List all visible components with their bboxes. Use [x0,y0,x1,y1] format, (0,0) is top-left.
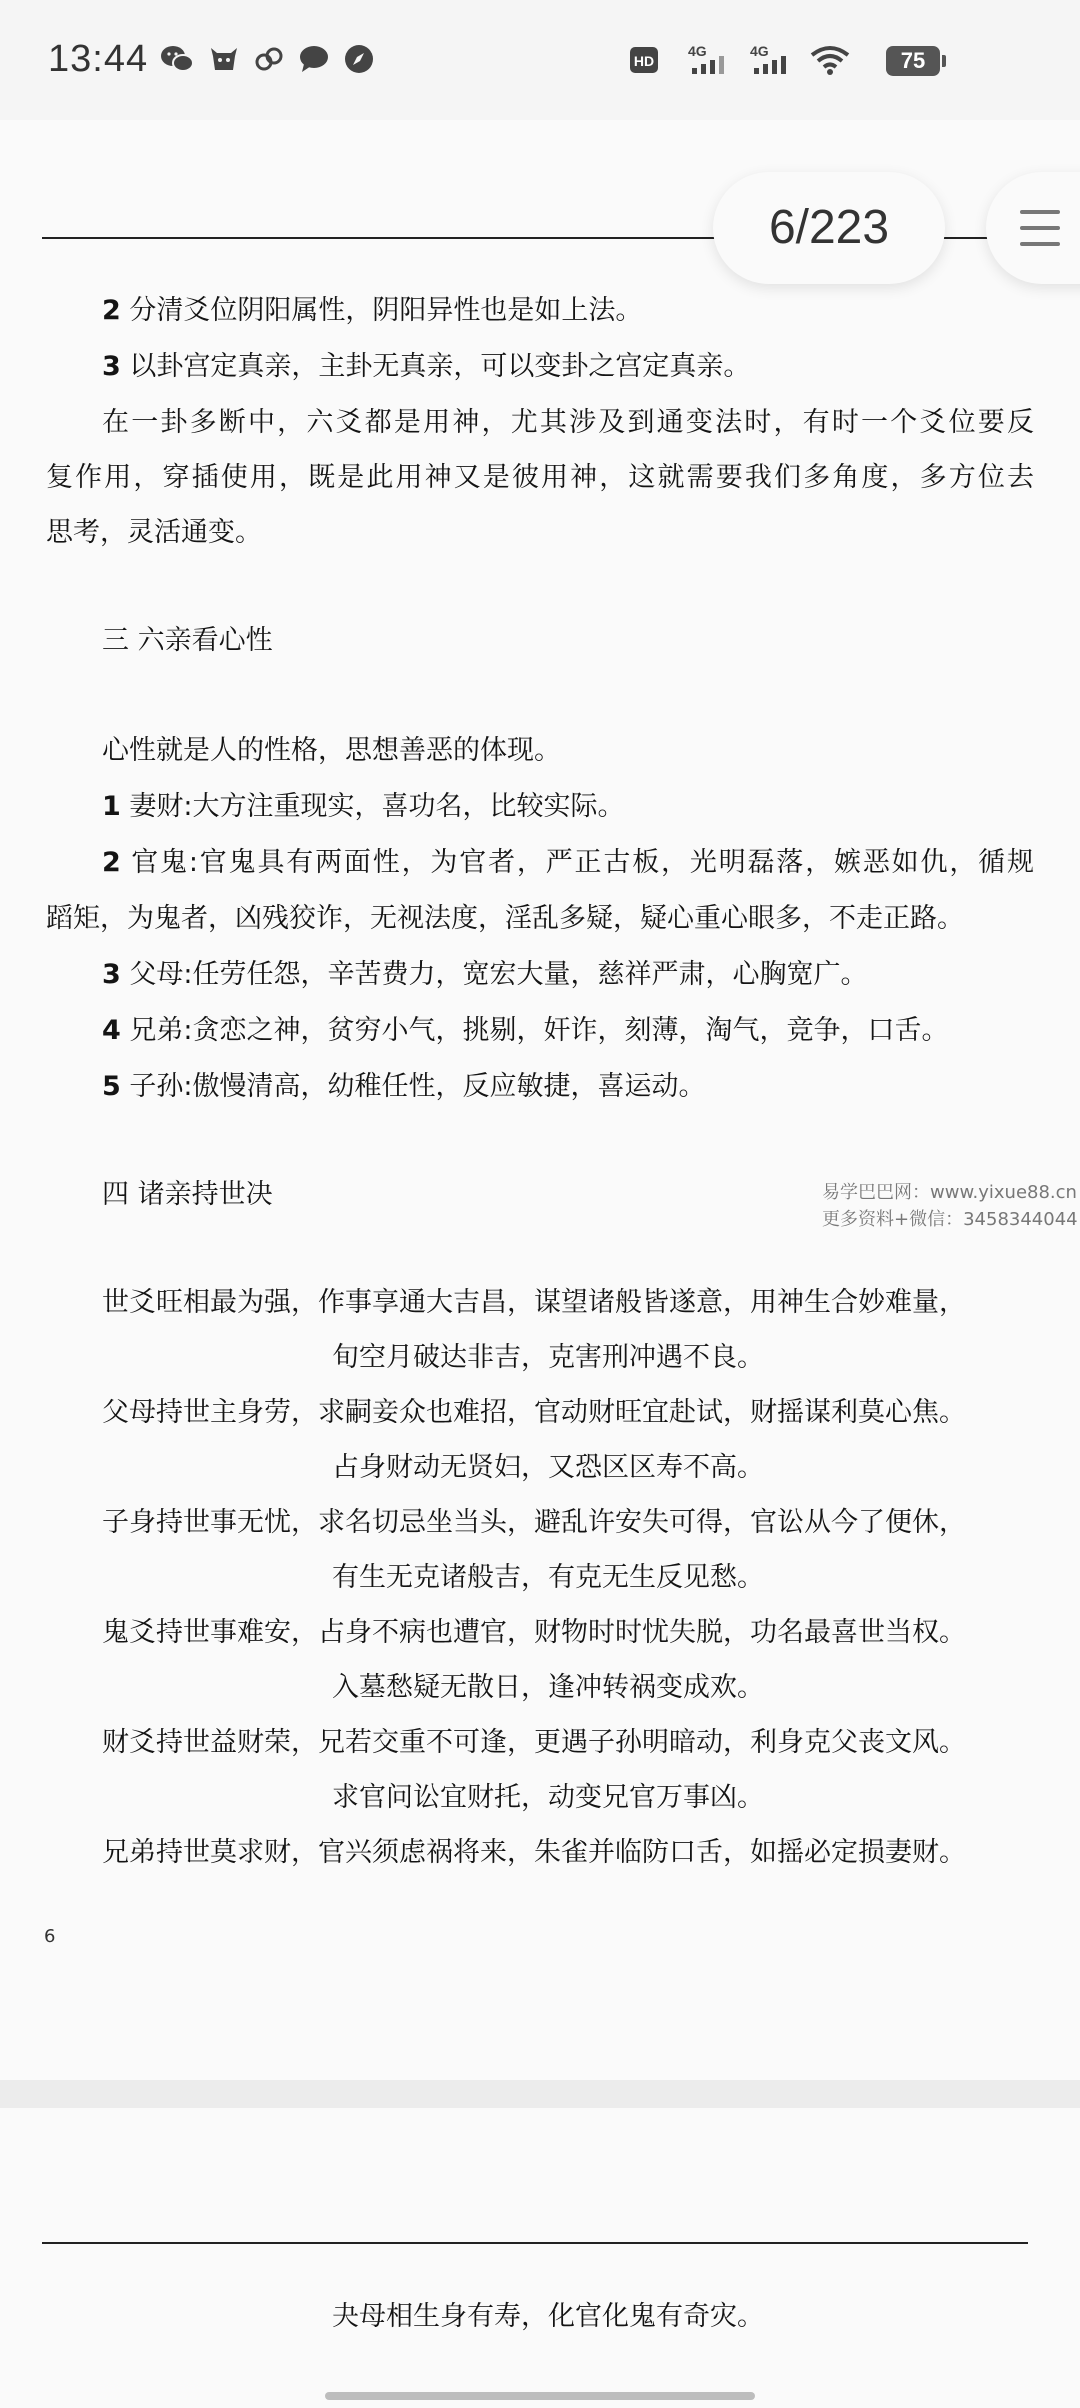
item-text: 子孙:傲慢清高，幼稚任性，反应敏捷，喜运动。 [120,1071,706,1102]
item-number: 4 [102,1015,121,1046]
document-page[interactable] [0,2108,1080,2408]
page-separator [0,2080,1080,2108]
verse-line: 鬼爻持世事难安，占身不病也遭官，财物时时忧失脱，功名最喜世当权。 [102,1617,966,1648]
text-line [102,288,642,327]
line-text: 以卦宫定真亲，主卦无真亲，可以变卦之宫定真亲。 [120,351,751,382]
list-item [102,840,1034,879]
item-text: 官鬼:官鬼具有两面性，为官者，严正古板，光明磊落，嫉恶如仇，循规 [120,847,1034,878]
verse-line: 夬母相生身有寿，化官化鬼有奇灾。 [332,2301,764,2332]
verse-line: 占身财动无贤妇，又恐区区寿不高。 [332,1452,764,1483]
line-text: 分清爻位阴阳属性，阴阳异性也是如上法。 [120,295,643,326]
verse-line: 财爻持世益财荣，兄若交重不可逢，更遇子孙明暗动，利身克父丧文风。 [102,1727,966,1758]
status-indicators [630,44,850,76]
home-indicator[interactable] [325,2392,755,2400]
verse-line: 父母持世主身劳，求嗣妾众也难招，官动财旺宜赴试，财摇谋利莫心焦。 [102,1397,966,1428]
bull-icon [208,44,240,74]
wechat-icon [160,44,194,74]
verse-line: 子身持世事无忧，求名切忌坐当头，避乱许安失可得，官讼从今了便休， [102,1507,966,1538]
item-number: 2 [102,847,121,878]
watermark-line: 更多资料+微信：3458344044 [822,1209,1078,1230]
list-item [102,1064,705,1103]
header-rule [42,2242,1028,2244]
link-icon [254,44,284,74]
status-bar [0,0,1080,120]
verse-line: 世爻旺相最为强，作事享通大吉昌，谋望诸般皆遂意，用神生合妙难量， [102,1287,966,1318]
item-number: 1 [102,791,121,822]
verse-line: 兄弟持世莫求财，官兴须虑祸将来，朱雀并临防口舌，如摇必定损妻财。 [102,1837,966,1868]
verse-line: 入墓愁疑无散日，逢冲转祸变成欢。 [332,1672,764,1703]
watermark-line: 易学巴巴网：www.yixue88.cn [822,1182,1077,1203]
intro-line: 心性就是人的性格，思想善恶的体现。 [102,735,561,766]
section-heading: 四 诸亲持世决 [102,1179,273,1210]
hd-icon [630,45,670,75]
page-number: 6 [44,1926,56,1947]
chat-bubble-icon [298,44,330,74]
item-text: 妻财:大方注重现实，喜功名，比较实际。 [120,791,625,822]
wifi-icon [810,45,850,75]
verse-line: 有生无克诸般吉，有克无生反见愁。 [332,1562,764,1593]
hamburger-icon [1020,210,1060,258]
page-indicator[interactable]: 6/223 [713,172,945,284]
section-heading: 三 六亲看心性 [102,625,273,656]
verse-line: 求官问讼宜财托，动变兄官万事凶。 [332,1782,764,1813]
paragraph-line: 思考，灵活通变。 [46,517,262,548]
verse-line: 旬空月破达非吉，克害刑冲遇不良。 [332,1342,764,1373]
line-number: 2 [102,295,121,326]
signal-icon-sim1 [686,44,732,76]
line-number: 3 [102,351,121,382]
sim1-label: 4G [688,44,707,59]
battery-indicator [886,46,940,76]
paragraph-line: 复作用，穿插使用，既是此用神又是彼用神，这就需要我们多角度，多方位去 [46,462,1034,493]
sim2-label: 4G [750,44,769,59]
battery-level: 75 [886,46,940,76]
hd-label: HD [633,53,655,69]
item-text: 父母:任劳任怨，辛苦费力，宽宏大量，慈祥严肃，心胸宽广。 [120,959,868,990]
status-time: 13:44 [48,38,149,80]
item-number: 5 [102,1071,121,1102]
text-line [102,344,750,383]
list-item [102,1008,948,1047]
list-item-continued: 蹈矩，为鬼者，凶残狡诈，无视法度，淫乱多疑，疑心重心眼多，不走正路。 [46,903,964,934]
notification-icons [160,44,374,74]
item-number: 3 [102,959,121,990]
document-page[interactable] [0,120,1080,2080]
item-text: 兄弟:贪恋之神，贫穷小气，挑剔，奸诈，刻薄，淘气，竞争，口舌。 [120,1015,949,1046]
signal-icon-sim2 [748,44,794,76]
list-item [102,784,624,823]
list-item [102,952,867,991]
compass-icon [344,44,374,74]
paragraph-line: 在一卦多断中，六爻都是用神，尤其涉及到通变法时，有时一个爻位要反 [102,407,1034,438]
